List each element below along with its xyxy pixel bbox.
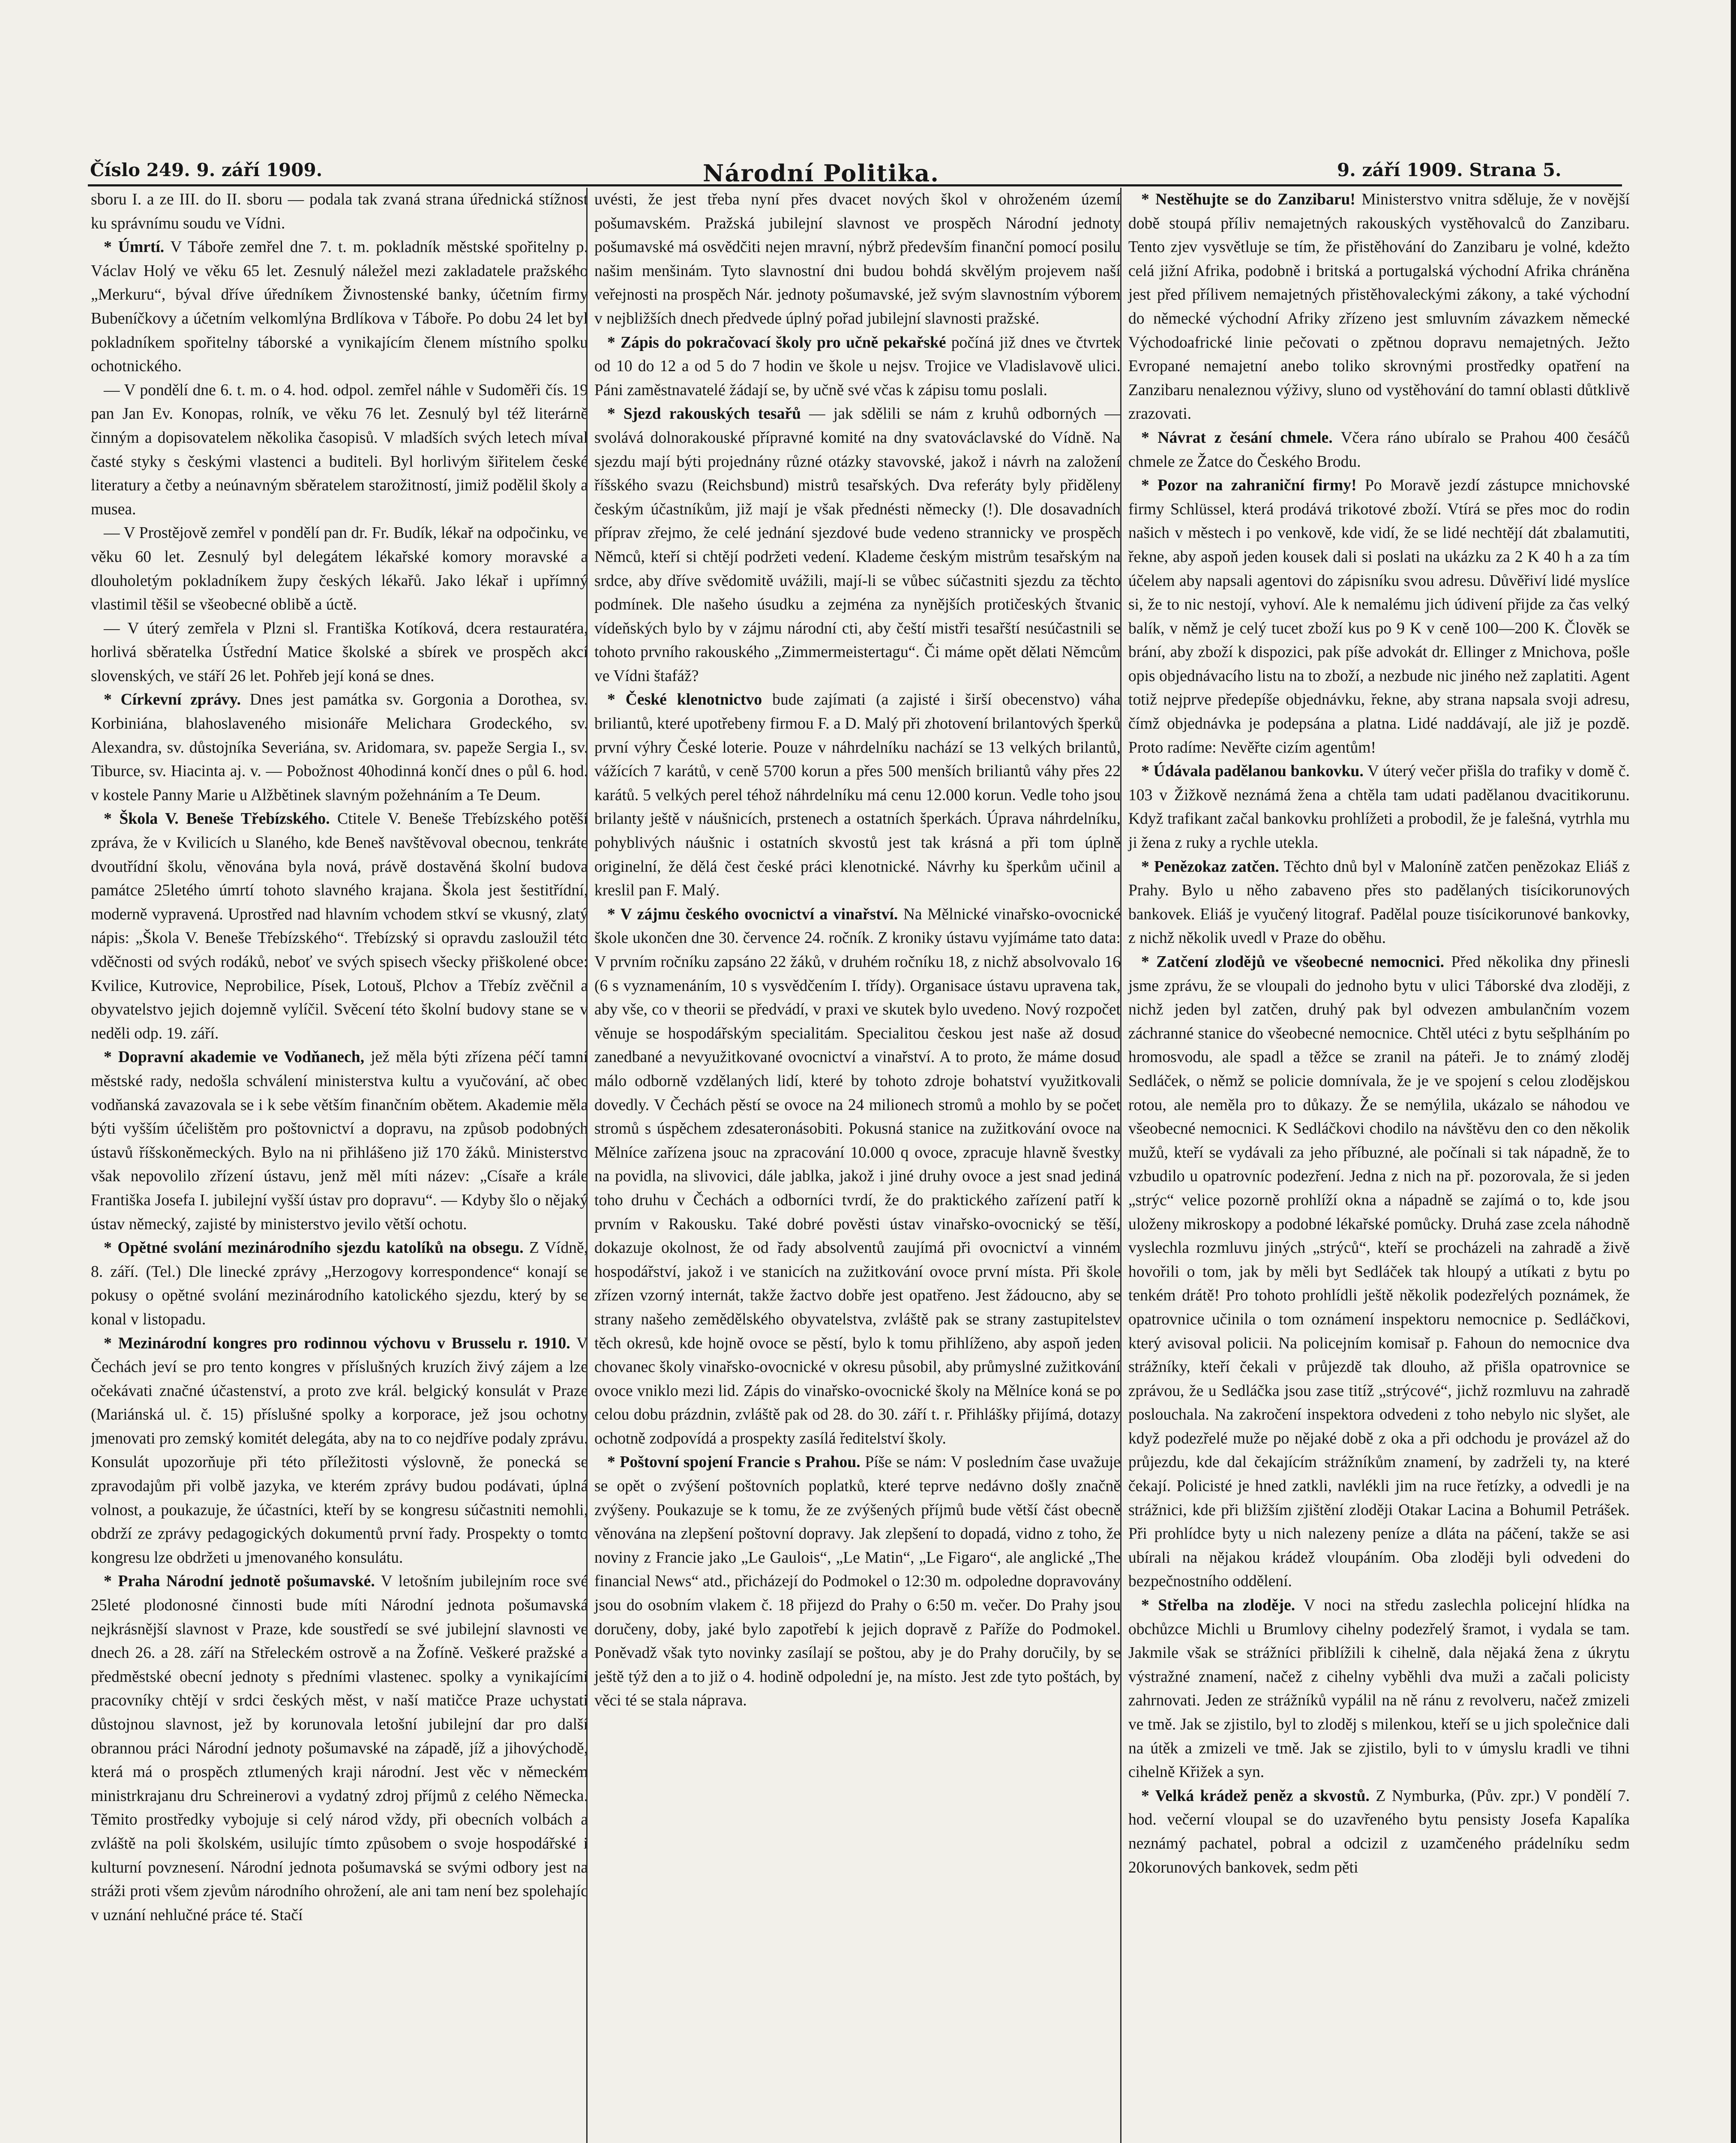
article-body: Na Mělnické vinařsko-ovocnické škole ukončen dne 30. července 24. ročník. Z kroniky ústavu vyjímáme tato data: V prvním ročníku zapsáno 22 žáků, v druhém ročníku 18, z nichž absolvovalo 16 (6 s vyznamenáním, 10 s vysvědčením I. třídy). Organisace ústavu upravena tak, aby vše, co v theorii se předvádí, v praxi ve skutek bylo uvedeno. Nový rozpočet věnuje se hospodářským specialitám. Specialitou českou jest naše až dosud zanedbané a nevyužitkované ovocnictví a vinařství. A to proto, že máme dosud málo odborně vzdělaných lidí, které by tohoto zdroje bohatství využitkovali dovedly. V Čechách pěstí se ovoce na 24 milionech stromů a mohlo by se počet stromů s úspěchem zdesateronásobiti. Pokusná stanice na zužitkování ovoce na Mělníce zařízena jsouc na zpracování 10.000 q ovoce, zpracuje hlavně švestky na povidla, na slivovici, dále jablka, jakož i jiné druhy ovoce a jest snad jediná toho druhu v Čechách a odborníci tvrdí, že do praktického zařízení patří k prvním v Rakousku. Také dobré pověsti ústav vinařsko-ovocnický se těší, dokazuje okolnost, že od řady absolventů zaujímá při ovocnictví a vinném hospodářství, jakož i ve stanicích na zužitkování ovoce první místa. Při škole zřízen vzorný internát, takže žactvo dobře jest opatřeno. Jest žádoucno, aby se strany našeho zemědělského obyvatelstva, zvláště pak se strany zastupitelstev těch okresů, kde hojně ovoce se pěstí, bylo k tomu přihlíženo, aby aspoň jeden chovanec školy vinařsko-ovocnické v okresu působil, aby průmyslné zužitkování ovoce vniklo mezi lid. Zápis do vinařsko-ovocnické školy na Mělníce koná se po celou dobu prázdnin, zvláště pak od 28. do 30. září t. r. Přihlášky přijímá, dotazy ochotně zodpovídá a prospekty zasílá ředitelství školy. — [594, 905, 1121, 1447]
masthead-title: Národní Politika. — [703, 159, 940, 187]
article-body: Včera ráno ubíralo se Prahou 400 česáčů chmele ze Žatce do Českého Brodu. — [1128, 429, 1630, 471]
article-body: Před několika dny přinesli jsme zprávu, že se vloupali do jednoho bytu v ulici Táborské dva zloději, z nichž jeden byl zatčen, druhý pak byl odvezen ambulančním vozem záchranné stanice do všeobecné nemocnice. Chtěl utéci z bytu sešplháním po hromosvodu, ale spadl a těžce se zranil na páteři. Je to známý zloděj Sedláček, o němž se policie domnívala, že je ve spojení s celou zlodějskou rotou, ale neměla pro to důkazy. Že se nemýlila, ukázalo se náhodou ve všeobecné nemocnici. K Sedláčkovi chodilo na návštěvu den co den několik mužů, kteří se vydávali za jeho příbuzné, ale počínali si tak nápadně, že to vzbudilo u opatrovníc podezření. Jedna z nich na př. pozorovala, že si jeden „strýc“ velice pozorně prohlíží okna a nápadně se zajímá o to, kde jsou uloženy mikroskopy a podobné lékařské pomůcky. Druhá zase zcela náhodně vyslechla rozmluvu jiných „strýců“, kteří se procházeli na zahradě a živě hovořili o tom, jak by měli byt Sedláček tak hloupý a utíkati z bytu po tenkém drátě! Pro tohoto prohlídli ještě několik podezřelých poznámek, že opatrovnice učinila o tom oznámení inspektoru nemocnice p. Sedláčkovi, který avisoval policii. Na policejním komisař p. Fahoun do nemocnice dva strážníky, kteří čekali v průjezdě tak dlouho, až přišla opatrovnice se zprávou, že u Sedláčka jsou zase titíž „strýcové“, jichž rozmluvu na zahradě poslouchala. Na zakročení inspektora odvedeni z toho nebylo nic slyšet, ale když podezřelé muže po nějaké době z oka a při odchodu je provázel až do průjezdu, kde dal čekajícím strážníkům znamení, by zadrželi ty, na které čekají. Policisté je hned zatkli, navlékli jim na ruce řetízky, a odvedli je na strážnici, kde při bližším zjištění zloději Otakar Lacina a Bohumil Petrášek. Při prohlídce byty u nich nalezeny peníze a dláta na páčení, takže se asi ubírali na nějakou krádež vloupáním. Oba zloději byli odvedeni do bezpečnostního oddělení. — [1128, 953, 1630, 1591]
article-headline: * Sjezd rakouských tesařů — [607, 405, 801, 423]
article-headline: * Penězokaz zatčen. — [1141, 858, 1279, 876]
article-headline: * Pozor na zahraniční firmy! — [1141, 477, 1357, 495]
article-body: Ctitele V. Beneše Třebízského potěší zpráva, že v Kvilicích u Slaného, kde Beneš navštěvoval obecnou, tenkráte dvoutřídní školu, věnována byla nová, právě dostavěná školní budova památce 25letého úmrtí tohoto slavného krajana. Škola jest šestitřídní, moderně vypravená. Uprostřed nad hlavním vchodem stkví se vkusný, zlatý nápis: „Škola V. Beneše Třebízského“. Třebízský si opravdu zasloužil této vděčnosti od svých rodáků, neboť ve svých spisech všecky přiškolené obce: Kvilice, Kutrovice, Neprobilice, Písek, Lotouš, Plchov a Třebíz zvěčnil a obyvatelstvo jejich dojemně vylíčil. Svěcení této školní budovy stane se v neděli odp. 19. září. — [91, 810, 588, 1042]
article-body: V letošním jubilejním roce své 25leté plodonosné činnosti bude míti Národní jednota pošumavská nejkrásnější slavnost v Praze, kde soustředí se své jubilejní slavnosti ve dnech 26. a 28. září na Střeleckém ostrově a na Žofíně. Veškeré pražské a předměstské obecní jednoty s předními vlastenec. spolky a vynikajícími pracovníky chtějí v srdci českých měst, v naší matičce Praze uchystati důstojnou slavnost, jež by korunovala letošní jubilejní dar pro další obrannou práci Národní jednoty pošumavské na západě, jíž a jihovýchodě, která má o prospěch ztlumených kraji národní. Jest věc v německém ministrkrajanu dru Schreinerovi a vydatný zdroj příjmů z celého Německa. Těmito prostředky vybojuje si celý národ vždy, při obecních volbách a zvláště na poli školském, usilujíc tímto způsobem o svoje hospodářské i kulturní povznesení. Národní jednota pošumavská se svými odbory jest na stráži proti všem zjevům národního ohrožení, ale ani tam není bez spolehajíc v uznání nehlučné práce té. Stačí — [91, 1573, 588, 1924]
article-body: jež měla býti zřízena péčí tamní městské rady, nedošla schválení ministerstva kultu a vyučování, ač obec vodňanská zavazovala se i k sebe větším finančním obětem. Akademie měla býti vyšším účelištěm pro poštovnictví a dopravu, na způsob podobných ústavů říšskoněmeckých. Bylo na ni přihlášeno již 170 žáků. Ministerstvo však nepovolilo zřízení ústavu, jenž měl míti název: „Císaře a krále Františka Josefa I. jubilejní vyšší ústav pro dopravu“. — Kdyby šlo o nějaký ústav německý, zajisté by ministerstvo jevilo větší ochotu. — [91, 1048, 588, 1233]
article-paragraph — [91, 235, 588, 378]
article-paragraph — [1128, 1784, 1630, 1879]
article-paragraph — [594, 1450, 1121, 1713]
article-paragraph — [1128, 188, 1630, 426]
article-body: Po Moravě jezdí zástupce mnichovské firmy Schlüssel, která prodává trikotové zboží. Vtírá se přes moc do rodin našich v městech i po venkově, kde vidí, že se lidé nechtějí dát zbalamutiti, řekne, aby aspoň jeden kousek dali si poslati na ukázku za 2 K 40 h a za tím účelem aby napsali agentovi do zápisníku svou adresu. Důvěřiví lidé myslíce si, že to nic nestojí, vyhoví. Ale k nemalému jich údivení přijde za čas velký balík, v němž je celý tucet zboží kus po 9 K v ceně 100—200 K. Člověk se brání, aby zboží k dispozici, pak píše advokát dr. Ellinger z Mnichova, pošle opis objednávacího listu na to zboží, a nezbude nic jiného než zaplatiti. Agent totiž nejprve předepíše objednávku, řekne, aby strana napsala svoji adresu, čímž objednávka je podepsána a platna. Lidé naddávají, ale již je pozdě. Proto radíme: Nevěřte cizím agentům! — [1128, 477, 1630, 756]
article-paragraph — [1128, 1594, 1630, 1784]
scan-edge-shadow — [1731, 0, 1736, 2143]
article-headline: * Praha Národní jednotě pošumavské. — [104, 1573, 375, 1591]
article-paragraph — [91, 807, 588, 1045]
article-body: — V úterý zemřela v Plzni sl. Františka Kotíková, dcera restauratéra, horlivá sběratelka Ústřední Matice školské a sbírek ve prospěch akcí slovenských, ve stáří 26 let. Pohřeb její koná se dnes. — [91, 619, 588, 685]
article-paragraph — [91, 1570, 588, 1927]
article-paragraph — [1128, 426, 1630, 474]
article-headline: * Údávala padělanou bankovku. — [1141, 762, 1364, 780]
article-paragraph — [91, 521, 588, 616]
article-headline: * Dopravní akademie ve Vodňanech, — [104, 1048, 365, 1066]
article-body: Dnes jest památka sv. Gorgonia a Dorothea, sv. Korbiniána, blahoslaveného misionáře Melichara Grodeckého, sv. Alexandra, sv. důstojníka Severiána, sv. Aridomara, sv. papeže Sergia I., sv. Tiburce, sv. Hiacinta aj. v. — Pobožnost 40hodinná končí dnes o půl 6. hod. v kostele Panny Marie u Alžbětinek slavným požehnáním a Te Deum. — [91, 691, 588, 804]
article-paragraph — [1128, 950, 1630, 1594]
article-paragraph — [91, 617, 588, 688]
article-body: Ministerstvo vnitra sděluje, že v novější době stoupá příliv nemajetných rakouských vystěhovalců do Zanzibaru. Tento zjev vysvětluje se tím, že přistěhování do Zanzibaru je volné, kdežto celá jižní Afrika, podobně i britská a portugalská východní Afrika chráněna jest před přílivem nemajetných přistěhovaleckými zákony, a také východní do německé východní Afriky zřízeno jest smluvním závazkem německé Východoafrické linie pečovati o zpětnou dopravu nemajetných. Ježto Evropané nemajetní anebo toliko skrovnými prostředky opatření na Zanzibaru nenaleznou výživy, sluno od vystěhování do tamní oblasti důtklivě zrazovati. — [1128, 191, 1630, 423]
article-body: V Čechách jeví se pro tento kongres v příslušných kruzích živý zájem a lze očekávati značné účastenství, a proto zve král. belgický konsulát v Praze (Mariánská ul. č. 15) příslušné spolky a korporace, jež jsou ochotny jmenovati pro zemský komitét delegáta, aby na to co nejdříve podaly zprávu. Konsulát upozorňuje při této příležitosti výslovně, že ponecká se zpravodajům při volbě jazyka, ve kterém zprávy budou podávati, úplná volnost, a poukazuje, že účastníci, kteří by se kongresu súčastniti nemohli, obdrží ze zprávy pedagogických dokumentů první řady. Prospekty o tomto kongresu lze obdržeti u jmenovaného konsulátu. — [91, 1334, 588, 1567]
article-body: sboru I. a ze III. do II. sboru — podala tak zvaná strana úřednická stížnost ku správnímu soudu ve Vídni. — [91, 191, 588, 232]
header-rule — [88, 184, 1622, 186]
article-body: Píše se nám: V posledním čase uvažuje se opět o zvýšení poštovních poplatků, které teprve nedávno došly značně zvýšeny. Poukazuje se k tomu, že ze zvýšených příjmů bude větší část obecně věnována na zlepšení poštovní dopravy. Jak zlepšení to dopadá, vidno z toho, že noviny z Francie jako „Le Gaulois“, „Le Matin“, „Le Figaro“, ale anglické „The financial News“ atd., přicházejí do Podmokel o 12:30 m. odpoledne dopravovány jsou do osobním vlakem č. 18 přijezd do Prahy o 6:50 m. večer. Do Prahy jsou doručeny, doby, jaké bylo zapotřebí k jejich dopravě z Paříže do Podmokel. Poněvadž však tyto novinky zasílají se poštou, aby je do Prahy doručily, by se ještě týž den a to již o 4. hodině odpolední je, na místo. Jest zde tyto poštách, by věci té se stala náprava. — [594, 1453, 1121, 1710]
article-headline: * Nestěhujte se do Zanzibaru! — [1141, 191, 1355, 208]
article-headline: * České klenotnictvo — [607, 691, 762, 709]
article-paragraph — [91, 1045, 588, 1236]
article-headline: * Střelba na zloděje. — [1141, 1597, 1295, 1615]
article-body: Těchto dnů byl v Maloníně zatčen penězokaz Eliáš z Prahy. Bylo u něho zabaveno přes sto padělaných tisícikorunových bankovek. Eliáš je vyučený litograf. Padělal pouze tisícikorunové bankovky, z nichž několik uvedl v Praze do oběhu. — [1128, 858, 1630, 947]
article-headline: * Velká krádež peněz a skvostů. — [1141, 1787, 1370, 1805]
article-paragraph — [594, 402, 1121, 688]
article-headline: * Opětné svolání mezinárodního sjezdu katolíků na obsegu. — [104, 1239, 524, 1257]
article-paragraph — [91, 188, 588, 235]
article-body: — V pondělí dne 6. t. m. o 4. hod. odpol. zemřel náhle v Sudoměři čís. 19 pan Jan Ev. Konopas, rolník, ve věku 76 let. Zesnulý byl též literárně činným a dopisovatelem několika časopisů. V mladších svých letech míval časté styky s českými vlastenci a buditeli. Byl horlivým šiřitelem české literatury a četby a neúnavným sběratelem starožitností, jimiž podělil školy a musea. — [91, 381, 588, 518]
article-body: Z Vídně, 8. září. (Tel.) Dle linecké zprávy „Herzogovy korrespondence“ konají se pokusy o opětné svolání mezinárodního katolického sjezdu, který by se konal v listopadu. — [91, 1239, 588, 1328]
article-body: uvésti, že jest třeba nyní přes dvacet nových škol v ohroženém území pošumavském. Pražská jubilejní slavnost ve prospěch Národní jednoty pošumavské má osvědčiti nejen mravní, nýbrž především finanční pomocí posilu našim menšinám. Tyto slavnostní dni budou bohdá skvělým projevem naší veřejnosti na prospěch Nár. jednoty pošumavské, jež svým slavnostním výborem v nejbližších dnech předvede úplný pořad jubilejní slavnosti pražské. — [594, 191, 1121, 327]
article-paragraph — [91, 1332, 588, 1570]
article-headline: * Zatčení zlodějů ve všeobecné nemocnici. — [1141, 953, 1445, 971]
issue-number-date: Číslo 249. 9. září 1909. — [90, 159, 323, 180]
column-1 — [91, 188, 588, 2143]
article-paragraph — [1128, 759, 1630, 855]
article-body: — V Prostějově zemřel v pondělí pan dr. Fr. Budík, lékař na odpočinku, ve věku 60 let. Zesnulý byl delegátem lékařské komory moravské a dlouholetým pokladníkem župy českých lékařů. Jako lékař i upřímný vlastimil těšil se všeobecné oblibě a úctě. — [91, 524, 588, 614]
article-headline: * Mezinárodní kongres pro rodinnou výchovu v Brusselu r. 1910. — [104, 1334, 570, 1352]
article-paragraph — [1128, 474, 1630, 759]
article-paragraph — [594, 188, 1121, 331]
date-page-number: 9. září 1909. Strana 5. — [1337, 159, 1562, 180]
article-body: Z Nymburka, (Pův. zpr.) V pondělí 7. hod. večerní vloupal se do uzavřeného bytu pensisty Josefa Kapalíka neznámý pachatel, pobral a odcizil z uzamčeného prádelníku sedm 20korunových bankovek, sedm pěti — [1128, 1787, 1630, 1876]
article-paragraph — [91, 688, 588, 807]
article-body: bude zajímati (a zajisté i širší obecenstvo) váha briliantů, které upotřebeny firmou F. a D. Malý při zhotovení brilantových šperků první výhry České loterie. Pouze v náhrdelníku nachází se 13 velkých brilantů, vážících 7 karátů, v ceně 5700 korun a přes 500 menších briliantů váhy přes 22 karátů. 5 velkých perel téhož náhrdelníku má cenu 12.000 korun. Vedle toho jsou brilanty ještě v náušnicích, prstenech a ostatních šperkách. Úprava náhrdelníku, pohyblivých náušnic i ostatních skvostů jest tak krásná a při tom úplně originelní, že dělá čest české práci klenotnické. Návrhy ku šperkům učinil a kreslil pan F. Malý. — [594, 691, 1121, 900]
article-body: V noci na středu zaslechla policejní hlídka na obchůzce Michli u Brumlovy cihelny podezřelý šramot, i vydala se tam. Jakmile však se strážníci přiblížili k cihelně, dala nějaká žena z úkrytu výstražné znamení, načež z cihelny vyběhli dva muži a začali policisty zahrnovati. Jeden ze strážníků vypálil na ně ránu z revolveru, načež zmizeli ve tmě. Jak se zjistilo, byl to zloděj s milenkou, kteří se u jich společnice dali na útěk a zmizeli ve tmě. Jak se zjistilo, byli to v úmyslu kradli ve tihni cihelně Křižek a syn. — [1128, 1597, 1630, 1781]
article-paragraph — [594, 903, 1121, 1451]
article-paragraph — [594, 331, 1121, 402]
article-headline: * Poštovní spojení Francie s Prahou. — [607, 1453, 861, 1471]
article-body: — jak sdělili se nám z kruhů odborných — svolává dolnorakouské přípravné komité na dny svatováclavské do Vídně. Na sjezdu mají býti projednány různé otázky stavovské, jakož i návrh na založení říšského svazu (Reichsbund) mistrů tesařských. Dva referáty byly přiděleny českým účastníkům, již mají je však přednésti německy (!). Dle dosavadních příprav zřejmo, že celé jednání sjezdové bude vedeno strannicky ve prospěch Němců, kteří si chtějí podržeti vedení. Klademe českým mistrům tesařským na srdce, aby dříve svědomitě uvážili, mají-li se vůbec súčastniti sjezdu za těchto podmínek. Dle našeho úsudku a zejména za nynějších protičeských štvanic vídeňských bylo by v zájmu národní cti, aby čeští mistři tesařští nesúčastnili se tohoto prvního rakouského „Zimmermeistertagu“. Či máme opět dělati Němcům ve Vídni štafáž? — [594, 405, 1121, 685]
article-headline: * V zájmu českého ovocnictví a vinařství. — [607, 905, 898, 923]
article-body: počíná již dnes ve čtvrtek od 10 do 12 a od 5 do 7 hodin ve škole u nejsv. Trojice ve Vladislavově ulici. Páni zaměstnavatelé žádají se, by učně své včas k zápisu tomu poslali. — [594, 333, 1121, 399]
article-headline: * Zápis do pokračovací školy pro učně pekařské — [607, 333, 946, 351]
article-body: V Táboře zemřel dne 7. t. m. pokladník městské spořitelny p. Václav Holý ve věku 65 let. Zesnulý náležel mezi zakladatele pražského „Merkuru“, býval dříve úředníkem Živnostenské banky, účetním firmy Bubeníčkovy a účetním velkomlýna Brdlíkova v Táboře. Po dobu 24 let byl pokladníkem spořitelny táborské a vynikajícím členem místního spolku ochotnického. — [91, 238, 588, 375]
column-3 — [1120, 188, 1630, 2143]
article-paragraph — [91, 378, 588, 522]
article-paragraph — [594, 688, 1121, 902]
article-paragraph — [1128, 855, 1630, 950]
article-headline: * Návrat z česání chmele. — [1141, 429, 1333, 447]
article-headline: * Úmrtí. — [104, 238, 165, 256]
article-body: V úterý večer přišla do trafiky v domě č. 103 v Žižkově neznámá žena a chtěla tam udati padělanou dvacitikorunu. Když trafikant začal bankovku prohlížeti a probodil, že je falešná, vytrhla mu ji žena z ruky a rychle utekla. — [1128, 762, 1630, 852]
article-paragraph — [91, 1236, 588, 1331]
article-headline: * Církevní zprávy. — [104, 691, 241, 709]
article-headline: * Škola V. Beneše Třebízského. — [104, 810, 330, 828]
column-2 — [586, 188, 1121, 2143]
